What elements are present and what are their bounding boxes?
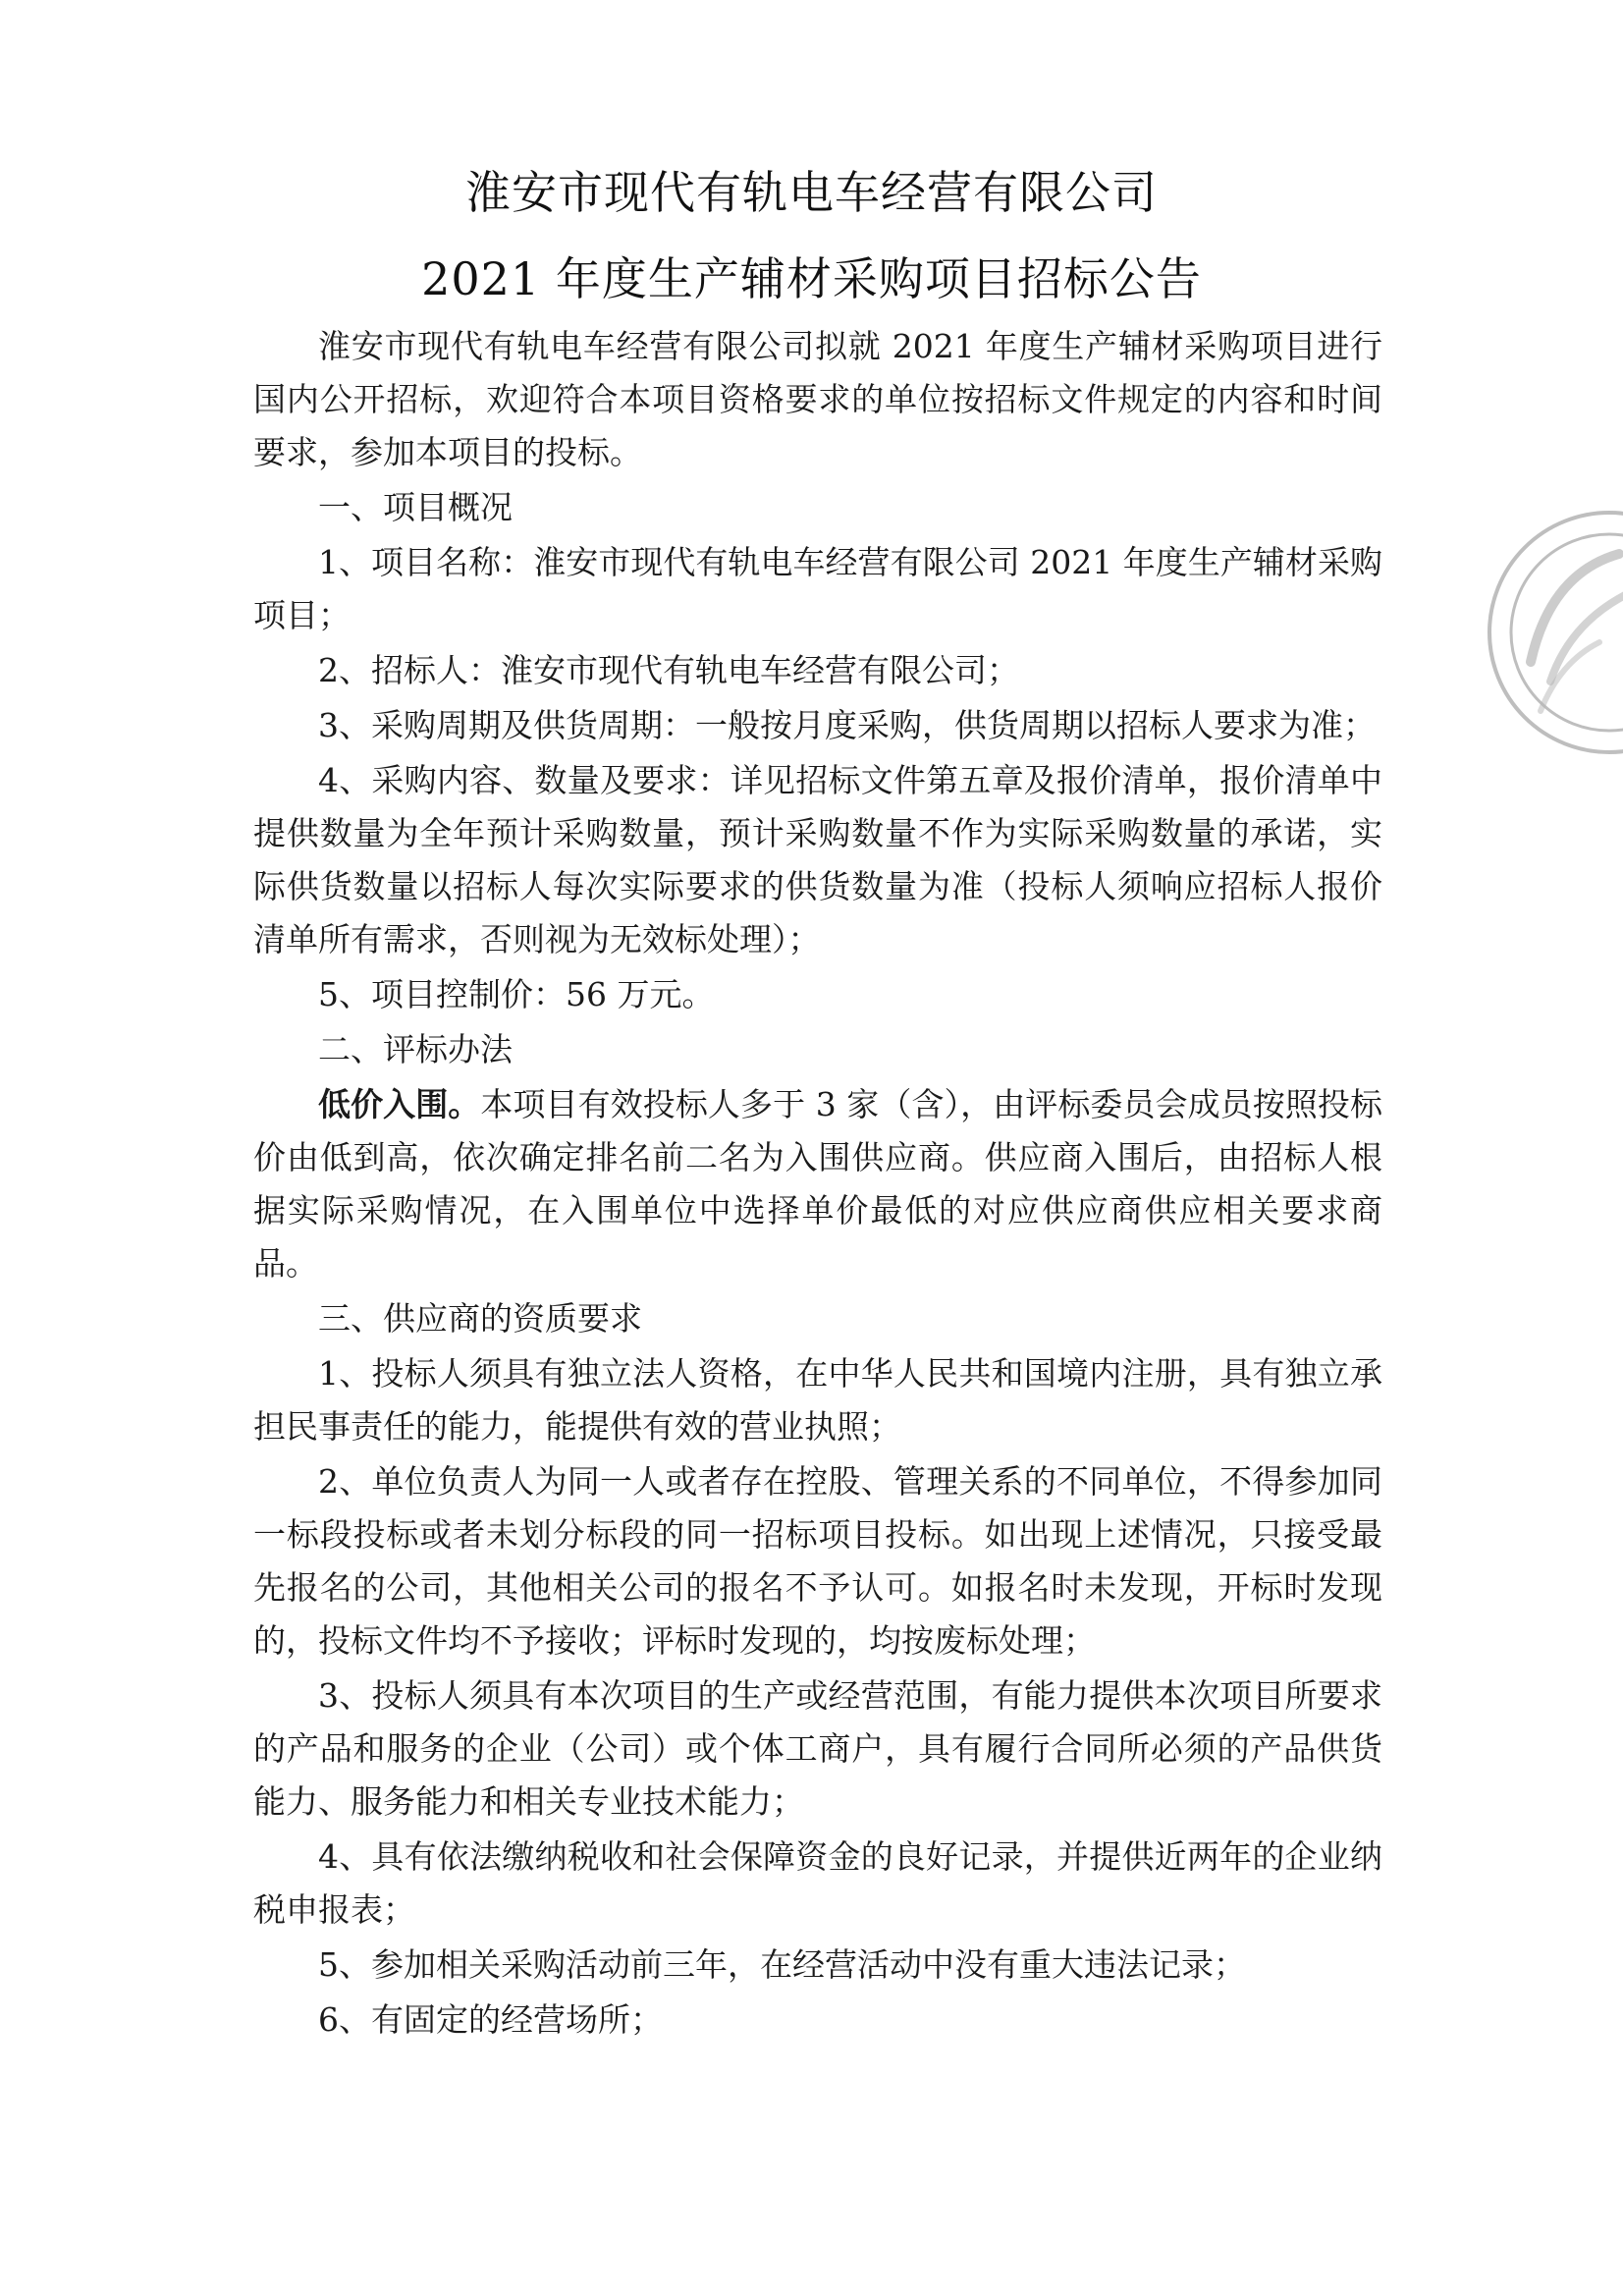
section2-heading: 二、评标办法 bbox=[318, 1030, 513, 1068]
section2-text: 本项目有效投标人多于 3 家（含），由评标委员会成员按照投标价由低到高，依次确定排名前二名为入围供应商。供应商入围后，由招标人根据实际采购情况，在入围单位中选择单价最低的对应供应商供应相关要求商品。 bbox=[253, 1085, 1383, 1283]
section1-heading: 一、项目概况 bbox=[318, 488, 513, 526]
document-title-line1: 淮安市现代有轨电车经营有限公司 bbox=[465, 166, 1158, 219]
seal-stamp-icon bbox=[1488, 511, 1623, 754]
document-body bbox=[253, 320, 1382, 2047]
section3-item: 1、投标人须具有独立法人资格，在中华人民共和国境内注册，具有独立承担民事责任的能力，能提供有效的营业执照； bbox=[253, 1354, 1382, 1446]
section2-paragraph bbox=[253, 1078, 1382, 1290]
section2-lead: 低价入围。 bbox=[318, 1085, 481, 1123]
section3-heading: 三、供应商的资质要求 bbox=[318, 1299, 642, 1338]
section1-item: 3、采购周期及供货周期：一般按月度采购，供货周期以招标人要求为准； bbox=[318, 706, 1376, 744]
section3-item: 2、单位负责人为同一人或者存在控股、管理关系的不同单位，不得参加同一标段投标或者未划分标段的同一招标项目投标。如出现上述情况，只接受最先报名的公司，其他相关公司的报名不予认可。如报名时未发现，开标时发现的，投标文件均不予接收；评标时发现的，均按废标处理； bbox=[253, 1462, 1382, 1660]
section1-item: 2、招标人：淮安市现代有轨电车经营有限公司； bbox=[318, 651, 1019, 689]
section3-item: 6、有固定的经营场所； bbox=[318, 2000, 663, 2039]
document-title-line2: 2021 年度生产辅材采购项目招标公告 bbox=[421, 252, 1202, 305]
section3-item: 5、参加相关采购活动前三年，在经营活动中没有重大违法记录； bbox=[318, 1945, 1246, 1984]
section1-item: 5、项目控制价：56 万元。 bbox=[318, 975, 715, 1013]
seal-stamp-graphic bbox=[1491, 515, 1623, 750]
section3-item: 3、投标人须具有本次项目的生产或经营范围，有能力提供本次项目所要求的产品和服务的企业（公司）或个体工商户，具有履行合同所必须的产品供货能力、服务能力和相关专业技术能力； bbox=[253, 1676, 1382, 1821]
section1-item: 1、项目名称：淮安市现代有轨电车经营有限公司 2021 年度生产辅材采购项目； bbox=[253, 543, 1382, 634]
section1-item: 4、采购内容、数量及要求：详见招标文件第五章及报价清单，报价清单中提供数量为全年预计采购数量，预计采购数量不作为实际采购数量的承诺，实际供货数量以招标人每次实际要求的供货数量为准（投标人须响应招标人报价清单所有需求，否则视为无效标处理）； bbox=[253, 761, 1382, 958]
section3-item: 4、具有依法缴纳税收和社会保障资金的良好记录，并提供近两年的企业纳税申报表； bbox=[253, 1837, 1382, 1929]
intro-paragraph: 淮安市现代有轨电车经营有限公司拟就 2021 年度生产辅材采购项目进行国内公开招标，欢迎符合本项目资格要求的单位按招标文件规定的内容和时间要求，参加本项目的投标。 bbox=[253, 327, 1382, 471]
